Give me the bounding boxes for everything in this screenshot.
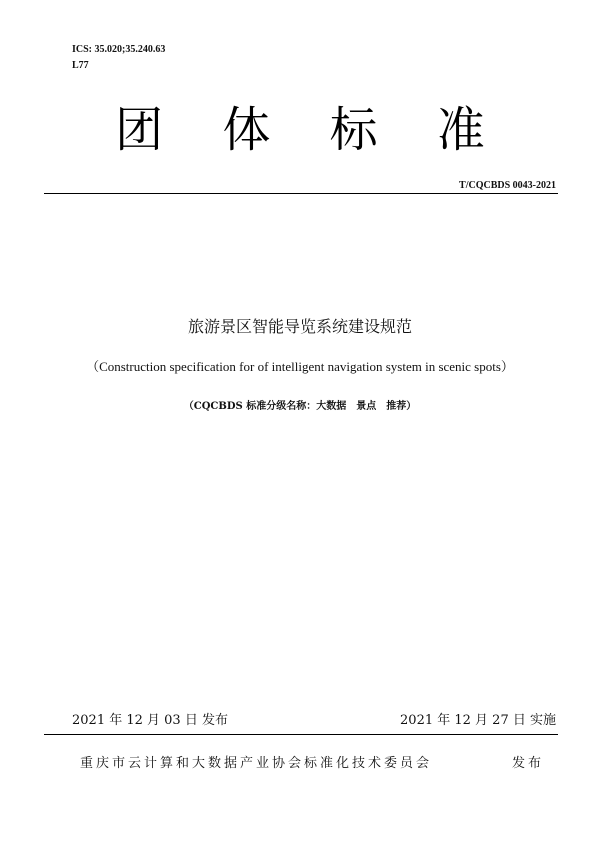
ics-code: ICS: 35.020;35.240.63 (72, 44, 166, 55)
standard-title-chinese: 旅游景区智能导览系统建设规范 (187, 317, 412, 336)
standard-title-english: （Construction specification for of intelligent navigation system in scenic spots） (86, 359, 514, 374)
footer-divider (44, 734, 558, 735)
standard-number: T/CQCBDS 0043-2021 (459, 180, 556, 191)
publish-date: 2021 年 12 月 03 日 发布 (72, 713, 228, 728)
issuing-organization: 重庆市云计算和大数据产业协会标准化技术委员会 (80, 756, 433, 771)
issue-label: 发布 (511, 756, 544, 771)
header-divider (44, 193, 558, 194)
classification-name: （CQCBDS 标准分级名称：大数据 景点 推荐） (183, 401, 417, 412)
document-type-heading: 团 体 标 准 (115, 102, 507, 158)
implementation-date: 2021 年 12 月 27 日 实施 (400, 713, 556, 728)
ccs-code: L77 (72, 60, 89, 71)
